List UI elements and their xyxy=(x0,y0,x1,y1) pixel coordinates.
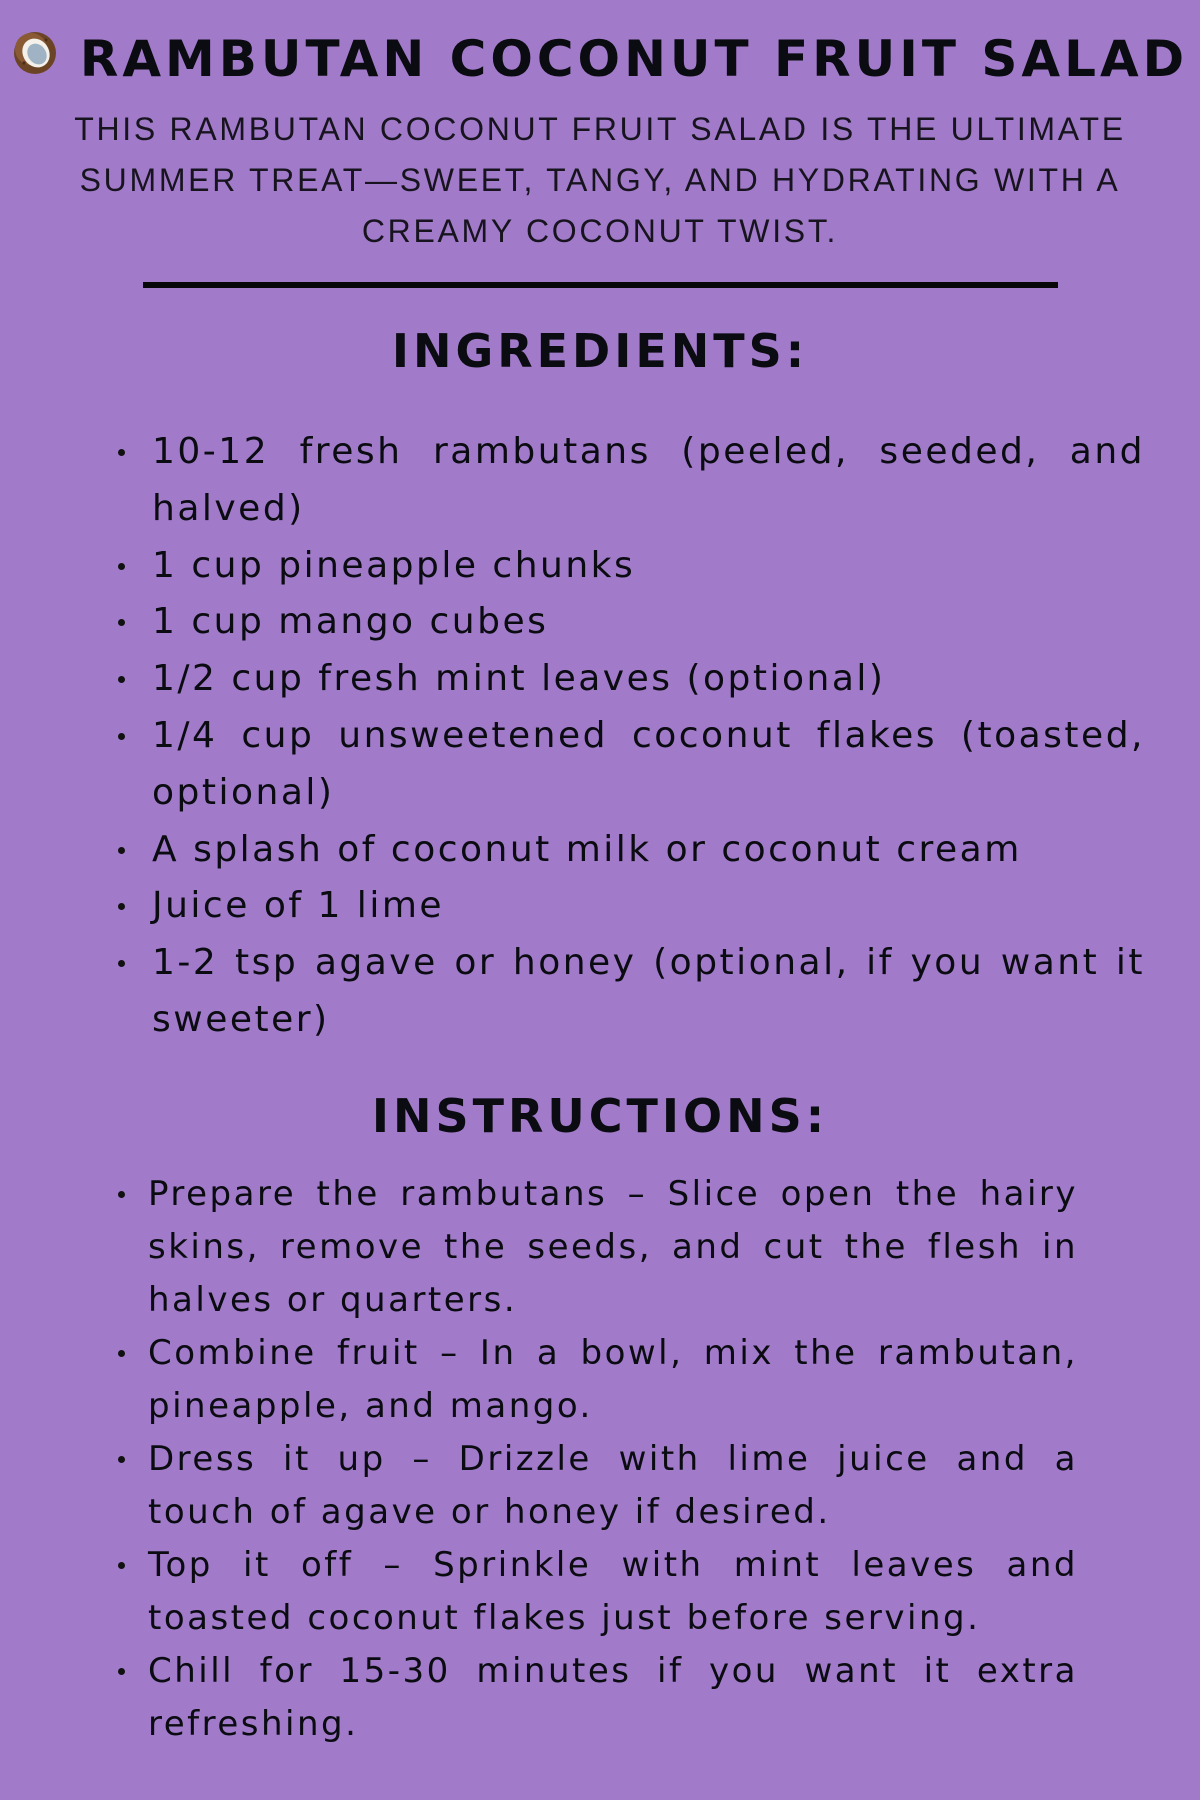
instruction-step: Prepare the rambutans – Slice open the hairy skins, remove the seeds, and cut the flesh in halves or quarters. xyxy=(148,1168,1078,1327)
ingredient-item: Juice of 1 lime xyxy=(152,878,1145,935)
ingredient-item: 1/2 cup fresh mint leaves (optional) xyxy=(152,651,1145,708)
instruction-step: Dress it up – Drizzle with lime juice and a touch of agave or honey if desired. xyxy=(148,1433,1078,1539)
ingredient-item: 1-2 tsp agave or honey (optional, if you want it sweeter) xyxy=(152,935,1145,1049)
recipe-description: THIS RAMBUTAN COCONUT FRUIT SALAD IS THE ULTIMATE SUMMER TREAT—SWEET, TANGY, AND HYDRATING WITH A CREAMY COCONUT TWIST. xyxy=(74,111,1126,249)
ingredient-item: 1/4 cup unsweetened coconut flakes (toasted, optional) xyxy=(152,708,1145,822)
instruction-step: Combine fruit – In a bowl, mix the rambutan, pineapple, and mango. xyxy=(148,1327,1078,1433)
ingredient-item: 1 cup pineapple chunks xyxy=(152,538,1145,595)
ingredient-item: 10-12 fresh rambutans (peeled, seeded, and halved) xyxy=(152,424,1145,538)
ingredient-item: A splash of coconut milk or coconut cream xyxy=(152,822,1145,879)
instruction-step: Top it off – Sprinkle with mint leaves and toasted coconut flakes just before serving. xyxy=(148,1539,1078,1645)
ingredients-heading: INGREDIENTS: xyxy=(391,324,809,378)
instruction-step: Chill for 15-30 minutes if you want it extra refreshing. xyxy=(148,1645,1078,1751)
coconut-icon xyxy=(12,30,58,76)
page-title: RAMBUTAN COCONUT FRUIT SALAD xyxy=(79,30,1189,88)
divider xyxy=(143,282,1058,288)
ingredients-list xyxy=(152,424,1145,1049)
instructions-list xyxy=(148,1168,1078,1751)
title-row xyxy=(0,30,1200,88)
ingredient-item: 1 cup mango cubes xyxy=(152,594,1145,651)
instructions-heading: INSTRUCTIONS: xyxy=(371,1089,829,1143)
